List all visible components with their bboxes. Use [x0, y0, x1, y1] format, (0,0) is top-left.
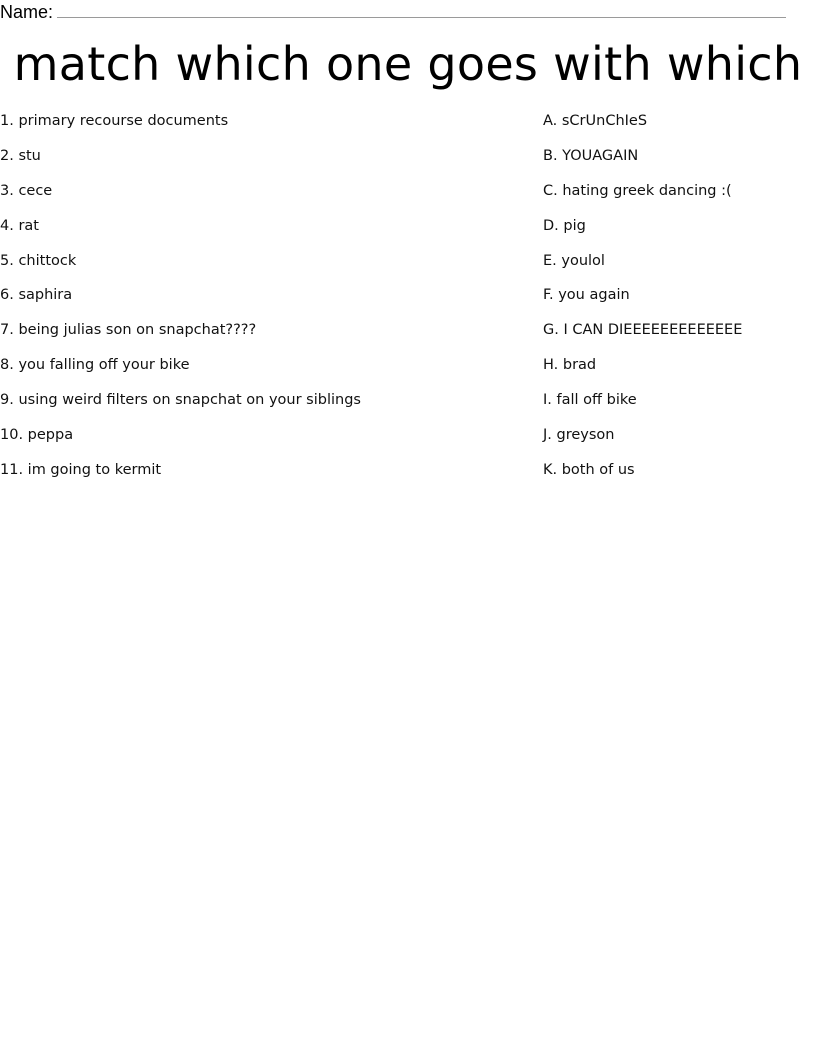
question-item: 2. stu [0, 147, 41, 164]
answer-item: K. both of us [543, 461, 635, 478]
name-field-row [0, 0, 790, 22]
answers-column [543, 111, 816, 495]
answer-item: J. greyson [543, 427, 615, 444]
question-item: 3. cece [0, 182, 53, 199]
question-item: 1. primary recourse documents [0, 113, 229, 129]
name-write-line[interactable] [57, 17, 786, 18]
answer-item: B. YOUAGAIN [543, 147, 639, 164]
worksheet-title: match which one goes with which [13, 37, 803, 91]
question-item: 4. rat [0, 217, 39, 234]
name-label: Name: [0, 2, 54, 22]
question-item: 9. using weird filters on snapchat on your siblings [0, 392, 361, 409]
question-item: 10. peppa [0, 427, 74, 444]
answer-item: E. youlol [543, 252, 605, 269]
question-item: 6. saphira [0, 287, 73, 304]
answer-item: C. hating greek dancing :( [543, 182, 732, 199]
question-item: 7. being julias son on snapchat???? [0, 322, 257, 339]
answer-item: H. brad [543, 357, 597, 374]
answer-item: I. fall off bike [543, 392, 637, 409]
question-item: 11. im going to kermit [0, 461, 162, 478]
answer-item: D. pig [543, 217, 586, 234]
question-item: 5. chittock [0, 252, 77, 269]
answer-item: F. you again [543, 287, 630, 304]
answer-item: A. sCrUnChIeS [543, 113, 648, 129]
questions-column [0, 111, 520, 495]
question-item: 8. you falling off your bike [0, 357, 190, 374]
answer-item: G. I CAN DIEEEEEEEEEEEEE [543, 322, 743, 339]
